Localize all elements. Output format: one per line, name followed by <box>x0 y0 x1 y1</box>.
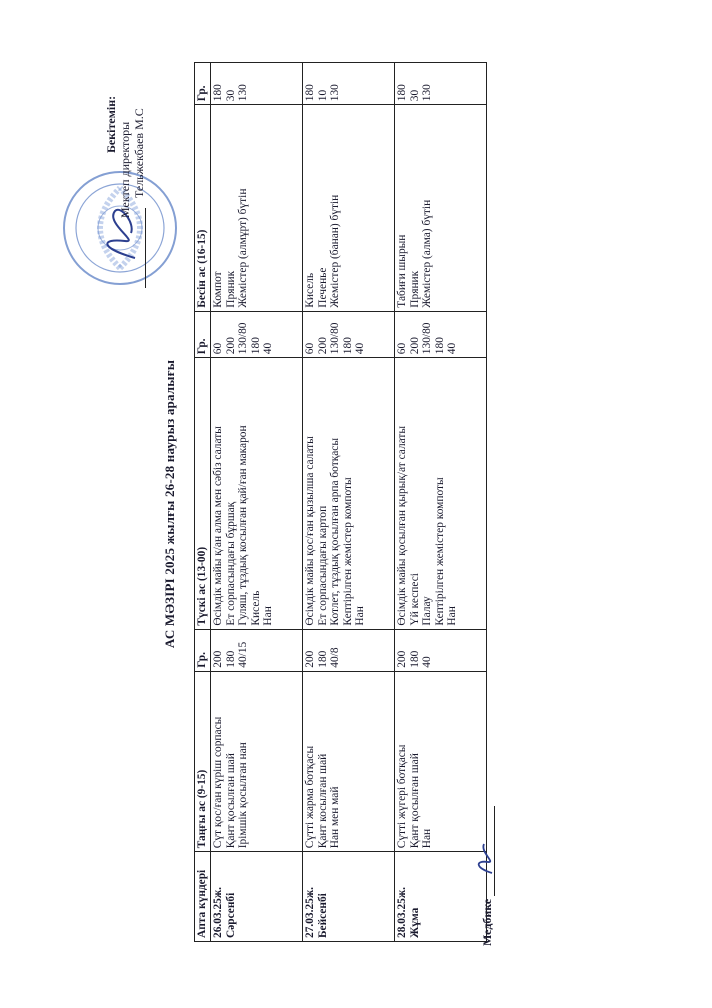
grams: 130/80 <box>329 322 342 355</box>
dish: Компот <box>212 271 224 308</box>
dish: Кептірілген жемістер компоты <box>433 477 446 626</box>
header-lunch: Түскі ас (13-00) <box>195 358 211 629</box>
menu-table <box>194 62 487 942</box>
lunch-grams-cell <box>303 311 395 357</box>
grams: 200 <box>224 337 237 355</box>
dish: Сүтті жүгері ботқасы <box>396 744 408 849</box>
grams: 10 <box>316 89 329 102</box>
dish: Жемістер (алма) бүтін <box>421 199 434 308</box>
header-snack: Бесін ас (16-15) <box>195 105 211 312</box>
grams: 200 <box>304 650 316 668</box>
day-date: 26.03.25ж. <box>212 887 224 938</box>
approval-role: Мектеп директоры <box>118 121 132 218</box>
day-cell <box>303 852 395 942</box>
dish: Кисель <box>249 590 262 626</box>
day-cell <box>211 852 303 942</box>
header-lunch-grams: Гр. <box>195 311 211 357</box>
grams: 60 <box>212 342 224 355</box>
dish: Жемістер (банан) бүтін <box>329 194 342 308</box>
grams: 30 <box>224 89 237 102</box>
dish: Нан <box>262 606 275 626</box>
dish: Сүтті жарма ботқасы <box>304 745 316 849</box>
dish: Нан <box>446 606 459 626</box>
day-date: 28.03.25ж. <box>396 887 408 938</box>
table-row <box>395 63 487 942</box>
day-name: Сәрсенбі <box>224 892 237 938</box>
snack-grams-cell <box>395 63 487 105</box>
grams: 130 <box>329 84 342 102</box>
header-breakfast-grams: Гр. <box>195 629 211 671</box>
dish: Печенье <box>316 267 329 308</box>
dish: Пряник <box>408 270 421 308</box>
lunch-cell <box>395 358 487 629</box>
table-row <box>211 63 303 942</box>
grams: 40 <box>354 342 367 355</box>
dish: Ет сорпасындағы бұршақ <box>224 501 237 626</box>
snack-cell <box>303 105 395 312</box>
grams: 60 <box>396 342 408 355</box>
dish: Нан <box>421 828 434 849</box>
grams: 180 <box>396 84 408 102</box>
approval-title: Бекітемін: <box>104 95 118 153</box>
lunch-cell <box>303 358 395 629</box>
grams: 40 <box>446 342 459 355</box>
lunch-grams-cell <box>211 311 303 357</box>
lunch-grams-cell <box>395 311 487 357</box>
approval-name: Тельжекбаев М.С <box>132 108 146 198</box>
dish: Өсімдік майы қосылған қырық/ат салаты <box>396 425 408 626</box>
table-row <box>303 63 395 942</box>
dish: Өсімдік майы қос/ған қызылша салаты <box>304 436 316 626</box>
dish: Сүт қос/ған күріш сорпасы <box>212 716 224 849</box>
dish: Қант қосылған шай <box>224 753 237 849</box>
grams: 30 <box>408 89 421 102</box>
dish: Табиғи шырын <box>396 234 408 308</box>
breakfast-cell <box>211 671 303 852</box>
dish: Палау <box>421 596 434 626</box>
grams: 200 <box>212 650 224 668</box>
grams: 180 <box>249 337 262 355</box>
dish: Өсімдік майы қ/ан алма мен сәбіз салаты <box>212 426 224 626</box>
grams: 60 <box>304 342 316 355</box>
dish: Ірімшік қосылған нан <box>237 742 250 849</box>
grams: 130/80 <box>421 322 434 355</box>
table-header-row <box>195 63 211 942</box>
nurse-signature <box>470 838 500 878</box>
dish: Кисель <box>304 272 316 308</box>
grams: 180 <box>304 84 316 102</box>
day-name: Бейсенбі <box>316 893 329 938</box>
dish: Кептірілген жемістер компоты <box>341 477 354 626</box>
dish: Гуляш, тұздық косылған қай/ған макарон <box>237 425 250 626</box>
dish: Нан мен май <box>329 786 342 849</box>
grams: 40 <box>421 656 434 668</box>
breakfast-cell <box>303 671 395 852</box>
grams: 200 <box>408 337 421 355</box>
breakfast-grams-cell <box>303 629 395 671</box>
grams: 130 <box>237 84 250 102</box>
dish: Қант косылған шай <box>316 753 329 849</box>
grams: 180 <box>224 650 237 668</box>
dish: Котлет, тұздық қосылған арпа ботқасы <box>329 437 342 626</box>
snack-grams-cell <box>211 63 303 105</box>
snack-cell <box>395 105 487 312</box>
grams: 180 <box>316 650 329 668</box>
grams: 180 <box>212 84 224 102</box>
grams: 180 <box>341 337 354 355</box>
grams: 200 <box>316 337 329 355</box>
dish: Нан <box>354 606 367 626</box>
lunch-cell <box>211 358 303 629</box>
dish: Ет сорпасындағы картоп <box>316 505 329 626</box>
grams: 180 <box>433 337 446 355</box>
snack-cell <box>211 105 303 312</box>
dish: Қант қосылған шай <box>408 753 421 849</box>
grams: 180 <box>408 650 421 668</box>
day-date: 27.03.25ж. <box>304 887 316 938</box>
nurse-label: Медбике <box>480 898 494 946</box>
day-name: Жұма <box>408 907 421 938</box>
grams: 130/80 <box>237 322 250 355</box>
dish: Пряник <box>224 270 237 308</box>
grams: 130 <box>421 84 434 102</box>
snack-grams-cell <box>303 63 395 105</box>
header-day: Апта күндері <box>195 852 211 942</box>
grams: 40 <box>262 342 275 355</box>
grams: 40/15 <box>237 641 250 668</box>
dish: Үй кеспесі <box>408 573 421 626</box>
grams: 200 <box>396 650 408 668</box>
grams: 40/8 <box>329 647 342 668</box>
breakfast-grams-cell <box>395 629 487 671</box>
menu-title: АС МӘЗІРІ 2025 жылғы 26-28 наурыз аралығы <box>162 359 177 649</box>
breakfast-grams-cell <box>211 629 303 671</box>
approval-signature-line <box>145 208 146 288</box>
header-snack-grams: Гр. <box>195 63 211 105</box>
breakfast-cell <box>395 671 487 852</box>
dish: Жемістер (алмұрт) бүтін <box>237 188 250 308</box>
header-breakfast: Таңғы ас (9-15) <box>195 671 211 852</box>
